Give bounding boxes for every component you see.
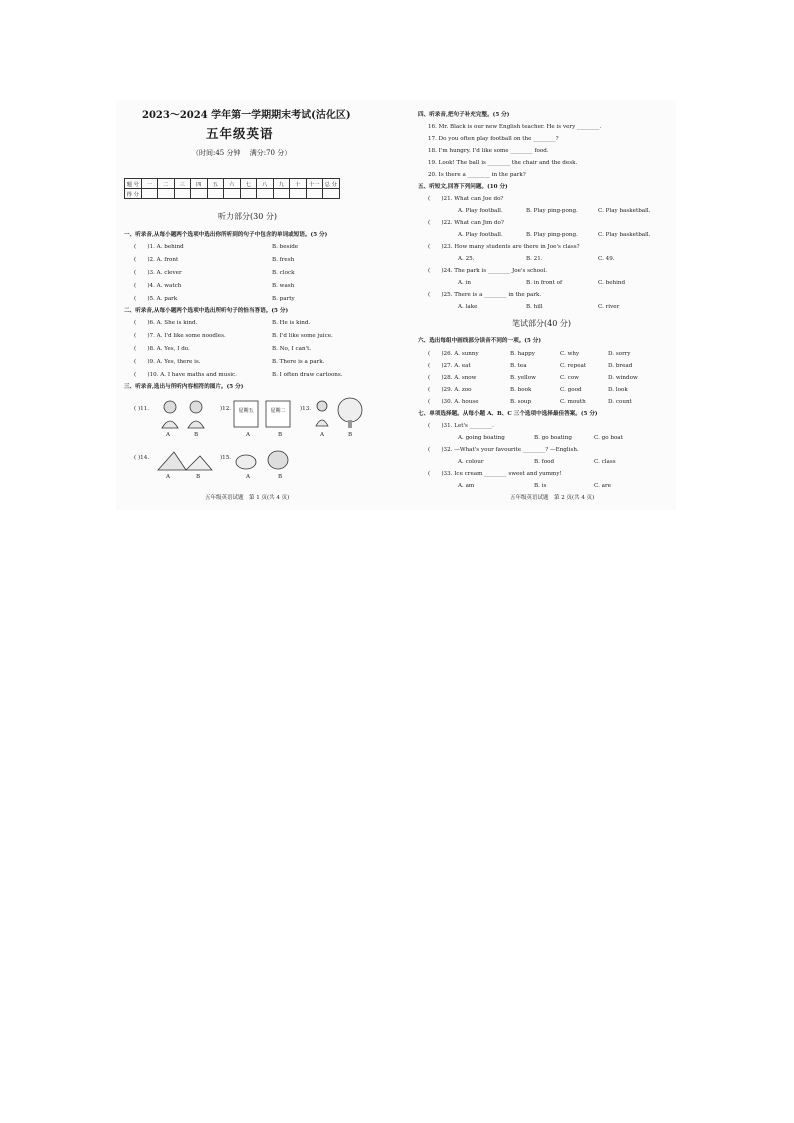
label-a: A [166, 474, 171, 480]
option-b: B. tea [510, 363, 527, 369]
option-d: D. window [608, 375, 638, 381]
score-blank[interactable] [273, 189, 290, 199]
score-blank[interactable] [158, 189, 175, 199]
calendar-label: 星期五 [238, 408, 254, 414]
question: ( )29. A. zoo [428, 387, 472, 393]
question-12: )12. [220, 406, 232, 412]
option-b: B. fresh [272, 257, 295, 263]
option-b: B. I often draw cartoons. [272, 372, 343, 378]
score-blank[interactable] [240, 189, 257, 199]
sec6-title: 六、选出每组中画线部分读音不同的一项。(5 分) [418, 338, 542, 344]
question-14: ( )14. [134, 455, 150, 461]
question: ( )21. What can Joe do? [428, 196, 504, 202]
score-blank[interactable] [207, 189, 224, 199]
option-b: B. hill [526, 304, 543, 310]
label-b: B [278, 432, 283, 438]
score-blank[interactable] [323, 189, 340, 199]
label-b: B [196, 474, 201, 480]
question: ( )28. A. snow [428, 375, 477, 381]
option-b: B. book [510, 387, 532, 393]
score-cell: 八 [257, 179, 274, 189]
score-cell: 一 [141, 179, 158, 189]
score-blank[interactable] [257, 189, 274, 199]
option-b: B. No, I can't. [272, 346, 312, 352]
question-11: ( )11. [134, 406, 150, 412]
animals-picture [232, 446, 294, 472]
option-d: D. bread [608, 363, 633, 369]
option-b: B. go boating [534, 435, 572, 441]
question: ( )30. A. house [428, 399, 479, 405]
option-c: C. cow [560, 375, 579, 381]
sec4-title: 四、听录音,把句子补充完整。(5 分) [418, 112, 510, 118]
option-a: A. 25. [458, 256, 475, 262]
question-13: )13. [300, 406, 312, 412]
option-b: B. I'd like some juice. [272, 333, 333, 339]
question: ( )5. A. park [134, 296, 178, 302]
score-cell: 三 [174, 179, 191, 189]
option-c: C. class [594, 459, 616, 465]
label-a: A [246, 432, 251, 438]
exam-title: 2023～2024 学年第一学期期末考试(沽化区) [142, 110, 351, 121]
option-c: C. go boat [594, 435, 623, 441]
sec3-title: 三、听录音,选出与所听内容相符的图片。(5 分) [124, 384, 244, 390]
option-c: C. are [594, 483, 611, 489]
question: ( )24. The park is ________ Joe's school. [428, 268, 548, 274]
score-blank[interactable] [290, 189, 307, 199]
option-c: C. 49. [598, 256, 615, 262]
score-blank[interactable] [224, 189, 241, 199]
people-picture [156, 398, 212, 430]
option-b: B. party [272, 296, 295, 302]
score-cell: 十 [290, 179, 307, 189]
option-b: B. food [534, 459, 555, 465]
option-b: B. yellow [510, 375, 536, 381]
listening-heading: 听力部分(30 分) [218, 212, 277, 221]
exam-meta: （时间:45 分钟 满分:70 分） [192, 149, 292, 157]
option-c: C. behind [598, 280, 626, 286]
question: ( )10. A. I have maths and music. [134, 372, 237, 378]
tree-picture [312, 396, 366, 430]
option-c: C. mouth [560, 399, 586, 405]
option-b: B. wash [272, 283, 295, 289]
sentence-item: 16. Mr. Black is our new English teacher. He is very ________. [428, 124, 602, 130]
score-cell: 七 [240, 179, 257, 189]
question: ( )2. A. front [134, 257, 179, 263]
option-c: C. good [560, 387, 582, 393]
option-a: A. going boating [458, 435, 505, 441]
option-a: A. colour [458, 459, 484, 465]
question-15: )15. [220, 455, 232, 461]
label-b: B [348, 432, 353, 438]
calendar-picture [232, 398, 294, 430]
question: ( )3. A. clever [134, 270, 182, 276]
option-b: B. Play ping-pong. [526, 208, 578, 214]
sentence-item: 17. Do you often play football on the ________? [428, 136, 559, 142]
option-a: A. lake [458, 304, 478, 310]
question: ( )26. A. sunny [428, 351, 479, 357]
option-c: C. river [598, 304, 620, 310]
question: ( )7. A. I'd like some noodles. [134, 333, 226, 339]
sec2-title: 二、听录音,从每小题两个选项中选出所听句子的恰当答语。(5 分) [124, 308, 289, 314]
option-b: B. There is a park. [272, 359, 325, 365]
question: ( )22. What can Jim do? [428, 220, 504, 226]
question: ( )25. There is a ________ in the park. [428, 292, 542, 298]
question: ( )8. A. Yes, I do. [134, 346, 190, 352]
score-blank[interactable] [306, 189, 323, 199]
score-row-label: 得 分 [125, 189, 142, 199]
option-d: D. count [608, 399, 632, 405]
option-c: C. why [560, 351, 580, 357]
footer-left: 五年级英语试题 第 1 页(共 4 页) [205, 495, 290, 501]
option-c: C. Play basketball. [598, 232, 651, 238]
landscape-picture [156, 446, 214, 472]
label-a: A [246, 474, 251, 480]
option-d: D. look [608, 387, 628, 393]
question: ( )1. A. behind [134, 244, 184, 250]
sentence-item: 19. Look! The ball is ________ the chair and the desk. [428, 160, 578, 166]
option-b: B. clock [272, 270, 295, 276]
sec7-title: 七、单项选择题。从每小题 A、B、C 三个选项中选择最佳答案。(5 分) [418, 411, 598, 417]
option-a: A. am [458, 483, 475, 489]
option-b: B. 21. [526, 256, 543, 262]
score-cell: 九 [273, 179, 290, 189]
option-c: C. Play basketball. [598, 208, 651, 214]
score-blank[interactable] [141, 189, 158, 199]
question: ( )4. A. watch [134, 283, 182, 289]
score-cell: 十一 [306, 179, 323, 189]
option-d: D. sorry [608, 351, 631, 357]
sentence-item: 20. Is there a ________ in the park? [428, 172, 526, 178]
option-a: A. in [458, 280, 471, 286]
question: ( )32. —What's your favourite ________? —English. [428, 447, 579, 453]
footer-right: 五年级英语试题 第 2 页(共 4 页) [510, 495, 595, 501]
option-b: B. soup [510, 399, 532, 405]
score-cell: 六 [224, 179, 241, 189]
label-b: B [194, 432, 199, 438]
option-b: B. He is kind. [272, 320, 311, 326]
sec5-title: 五、听短文,回答下列问题。(10 分) [418, 184, 508, 190]
score-blank[interactable] [174, 189, 191, 199]
question: ( )6. A. She is kind. [134, 320, 198, 326]
question: ( )9. A. Yes, there is. [134, 359, 201, 365]
question: ( )27. A. eat [428, 363, 471, 369]
score-table [124, 178, 340, 199]
score-value-row [125, 189, 340, 199]
question: ( )33. Ice cream ________ sweet and yummy! [428, 471, 562, 477]
label-b: B [278, 474, 283, 480]
option-b: B. beside [272, 244, 299, 250]
calendar-label: 星期二 [270, 408, 286, 414]
option-b: B. happy [510, 351, 535, 357]
score-cell: 四 [191, 179, 208, 189]
score-header-row [125, 179, 340, 189]
score-cell: 总 分 [323, 179, 340, 189]
sentence-item: 18. I'm hungry. I'd like some ________ food. [428, 148, 549, 154]
subject-title: 五年级英语 [206, 126, 274, 141]
option-c: C. repeat [560, 363, 587, 369]
writing-heading: 笔试部分(40 分) [512, 319, 571, 328]
score-cell: 二 [158, 179, 175, 189]
score-cell: 五 [207, 179, 224, 189]
score-blank[interactable] [191, 189, 208, 199]
score-cell: 题 号 [125, 179, 142, 189]
label-a: A [166, 432, 171, 438]
label-a: A [320, 432, 325, 438]
option-b: B. is [534, 483, 547, 489]
question: ( )23. How many students are there in Joe's class? [428, 244, 580, 250]
option-b: B. Play ping-pong. [526, 232, 578, 238]
sec1-title: 一、听录音,从每小题两个选项中选出你所听到的句子中包含的单词或短语。(5 分) [124, 232, 328, 238]
option-a: A. Play football. [458, 232, 503, 238]
question: ( )31. Let's ________. [428, 423, 494, 429]
option-b: B. in front of [526, 280, 563, 286]
option-a: A. Play football. [458, 208, 503, 214]
